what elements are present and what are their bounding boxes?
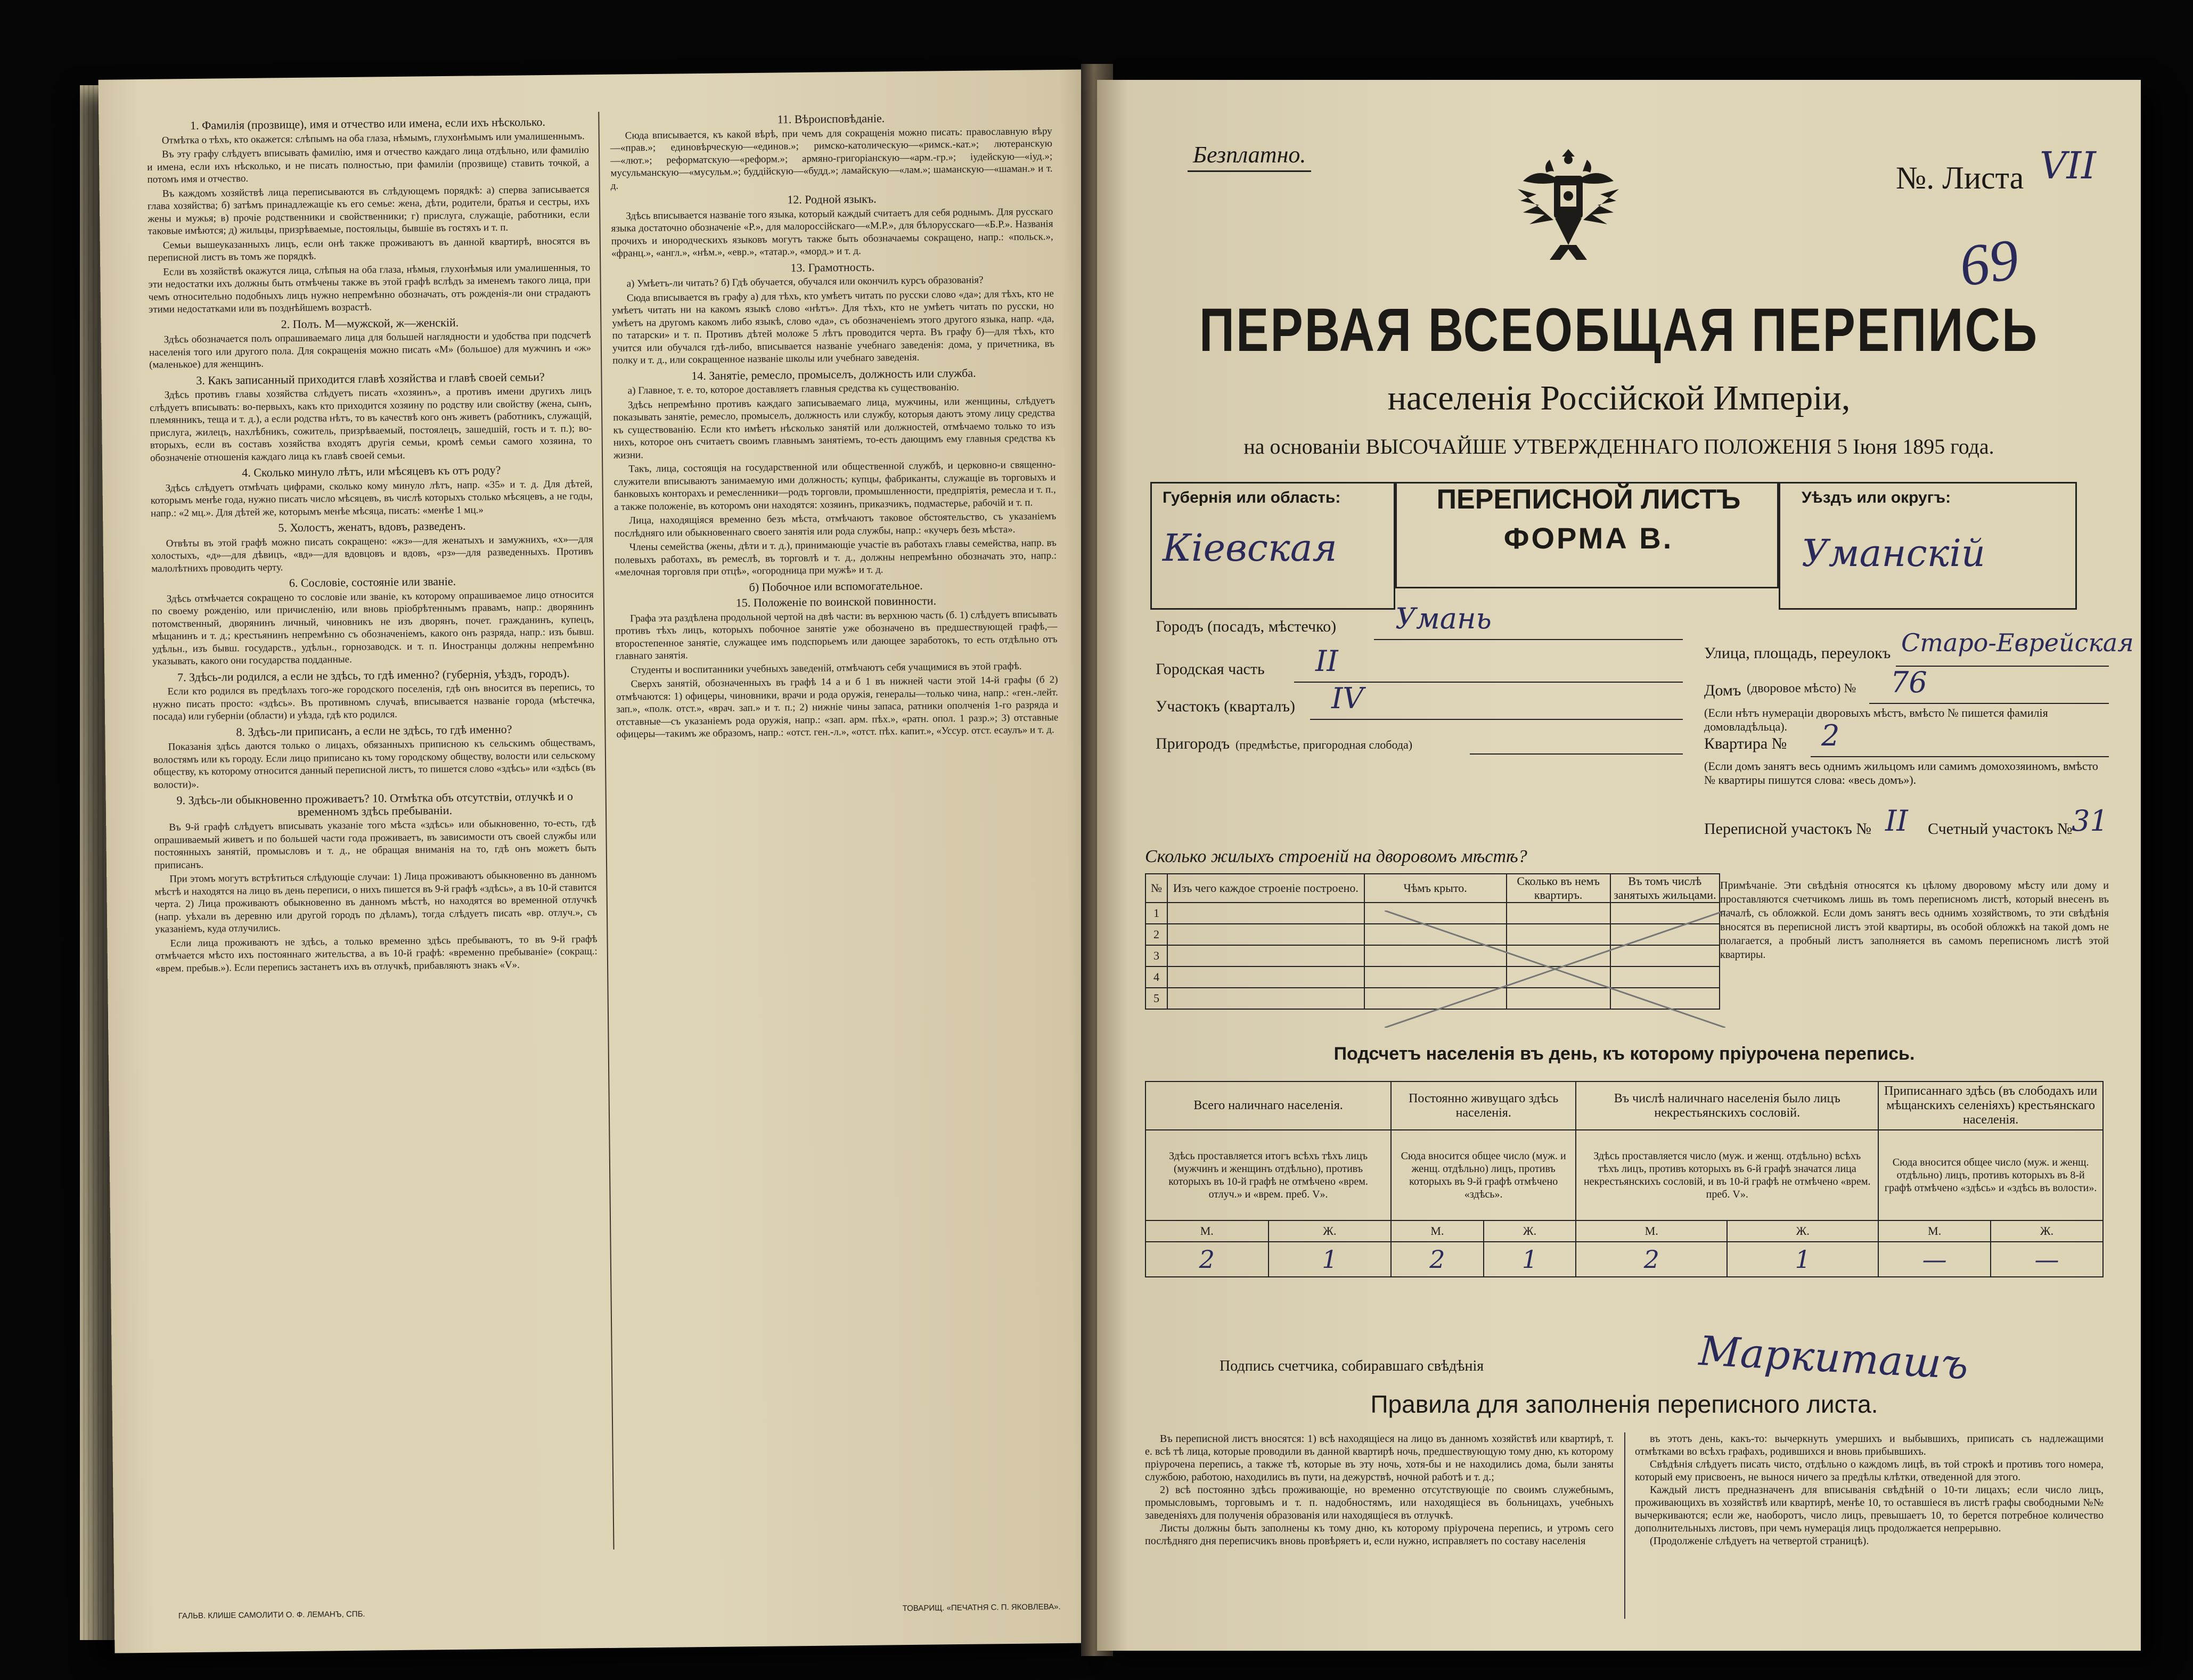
census-precinct-value: II (1885, 804, 1908, 838)
rules-paragraph: 2) всѣ постоянно здѣсь проживающіе, но временно отсутствующіе по своимъ служебнымъ, промысловымъ, торговымъ и т. п. надобностямъ, или находящіеся въ больницахъ, учебныхъ заведеніяхъ для полученія образованія или находящіеся въ отлучкѣ. (1145, 1484, 1614, 1521)
sheet-number-handwritten: VII (2040, 144, 2096, 187)
paragraph: Графа эта раздѣлена продольной чертой на двѣ части: въ верхнюю часть (б. 1) слѣдуетъ вписывать противъ тѣхъ лицъ, которыхъ побочное занятіе уже обозначено въ предшествующей графѣ,—второстепенное занятіе, служащее имъ подспорьемъ или дающее заработокъ, то есть отдѣльно отъ главнаго занятія. (615, 608, 1058, 662)
district-label: Уѣздъ или округъ: (1802, 489, 1951, 506)
paragraph: Отвѣты въ этой графѣ можно писать сокращено: «жз»—для женатыхъ и замужнихъ, «х»—для холостыхъ, «д»—для дѣвицъ, «вд»—для вдовцовъ и вдовъ, «рз»—для разведенныхъ. Противъ малолѣтнихъ проводить черту. (151, 533, 594, 575)
printer-credit-left: ГАЛЬВ. КЛИШЕ САМОЛИТИ О. Ф. ЛЕМАНЪ, СПБ. (178, 1609, 365, 1621)
province-value: Кіевская (1163, 526, 1337, 570)
paragraph: Если кто родился въ предѣлахъ того-же городского поселенія, гдѣ онъ вносится въ перепись, то нужно писать просто: «здѣсь». Въ противномъ случаѣ, вписывается названіе города (мѣстечка, посада) или губерніи (области) и уѣзда, гдѣ кто родился. (152, 682, 595, 723)
rules-paragraph: (Продолженіе слѣдуетъ на четвертой страницѣ). (1650, 1535, 1869, 1547)
non-peasant-female: 1 (1727, 1242, 1878, 1277)
section-heading: 6. Сословіе, состояніе или званіе. (289, 574, 456, 590)
section-heading: 3. Какъ записанный приходится главѣ хозяйства и главѣ своей семьи? (196, 370, 545, 387)
sex-label-male: М. (1878, 1220, 1991, 1242)
printer-credit-right: ТОВАРИЩ. «ПЕЧАТНЯ С. П. ЯКОВЛЕВА». (902, 1602, 1061, 1613)
rules-paragraph: Въ переписной листъ вносятся: 1) всѣ находящіеся на лицо въ данномъ хозяйствѣ или квартирѣ, т. е. всѣ тѣ лица, которые проводили въ данной квартирѣ ночь, предшествующую тому дню, къ которому пріурочена перепись, а также тѣ, которые въ эту ночь, хотя-бы и не находились дома, были заняты службою, работою, находились въ пути, на дежурствѣ, ночной работѣ и т. д.; (1145, 1433, 1614, 1483)
house-label: Домъ (1704, 682, 1741, 699)
paragraph: Отмѣтка о тѣхъ, кто окажется: слѣпымъ на оба глаза, нѣмымъ, глухонѣмымъ или умалишеннымъ. (161, 130, 585, 146)
permanent-male: 2 (1391, 1242, 1484, 1277)
precinct-value: IV (1331, 682, 1364, 715)
section-heading: 8. Здѣсь-ли приписанъ, а если не здѣсь, то гдѣ именно? (236, 722, 512, 739)
paragraph: Сюда вписывается въ графу а) для тѣхъ, кто умѣетъ читать по русски слово «да»; для тѣхъ, кто не умѣетъ читать ни на какомъ языкѣ слово «нѣтъ». Для тѣхъ, кто не умѣетъ читать по русски, но умѣетъ на другомъ какомъ либо языкѣ, слово «да», съ обозначеніемъ этого другого языка, напр. «да, по татарски» и т. п. Противъ дѣтей моложе 5 лѣтъ проводится черта. Въ графу б)—для тѣхъ, кто учится или обучался гдѣ-либо, вписывается названіе учебнаго заведенія: дома, у причетника, въ полку и т. д., или сокращенное названіе школы или учебнаго заведенія. (612, 288, 1054, 366)
city-value: Умань (1395, 602, 1492, 635)
rules-paragraph: Каждый листъ предназначенъ для вписыванія свѣдѣній о 10-ти лицахъ; если число лицъ, проживающихъ въ хозяйствѣ или квартирѣ, менѣе 10, то оставшіеся въ листѣ графы свободными №№ вычеркиваются; если же, наоборотъ, число лицъ, превышаетъ 10, то берется потребное количество дополнительныхъ листовъ, при чемъ нумерація лицъ продолжается непрерывно. (1635, 1484, 2104, 1534)
main-title: ПЕРВАЯ ВСЕОБЩАЯ ПЕРЕПИСЬ (1199, 296, 2039, 364)
registered-peasant-male: — (1878, 1242, 1991, 1277)
registered-peasant-female: — (1991, 1242, 2103, 1277)
suburb-label: Пригородъ (1156, 735, 1230, 752)
permanent-residents-description: Сюда вносится общее число (муж. и женщ. отдѣльно) лицъ, противъ которыхъ въ 9-й графѣ отмѣчено «здѣсь». (1391, 1130, 1576, 1220)
section-heading: 12. Родной языкъ. (787, 192, 877, 207)
registered-peasant-description: Сюда вносится общее число (муж. и женщ. отдѣльно) лицъ, противъ которыхъ въ 8-й графѣ отмѣчено «здѣсь» и «здѣсь въ волости». (1878, 1130, 2103, 1220)
paragraph: Въ эту графу слѣдуетъ вписывать фамилію, имя и отчество каждаго лица отдѣльно, или фамилію и имена, если ихъ нѣсколько, и не писать полностью, при фамиліи (прозвище) ставить точкой, а потомъ имя и отчество. (147, 144, 590, 185)
province-box (1150, 482, 1395, 610)
buildings-col-number: № (1145, 874, 1167, 903)
rules-column-b (1635, 1432, 2104, 1547)
population-sex-row (1145, 1220, 2103, 1242)
form-title: ПЕРЕПИСНОЙ ЛИСТЪ (1436, 484, 1741, 515)
paragraph: Если лица проживаютъ не здѣсь, а только временно здѣсь пребываютъ, то въ 9-й графѣ отмѣчается мѣсто ихъ постояннаго жительства, а въ 10-й графѣ: «временно пребываніе» (сокращ.: «врем. пребыв.»). Если перепись застанетъ ихъ въ отлучкѣ, прибавляютъ знакъ «V». (155, 933, 598, 974)
left-column-a (146, 112, 598, 977)
paragraph: Въ 9-й графѣ слѣдуетъ вписывать указаніе того мѣста «здѣсь» или обыкновенно, то-есть, гдѣ опрашиваемый живетъ и по большей части года проживаетъ, въ зависимости отъ своей службы или постоянныхъ занятій, промысловъ и т. д., не обращая вниманія на то, гдѣ онъ можетъ быть приписанъ. (154, 817, 596, 871)
house-note-2: (Если нѣтъ нумераціи дворовыхъ мѣстъ, вмѣсто № пишется фамилія домовладѣльца). (1704, 706, 2048, 733)
rules-column-a (1145, 1432, 1614, 1547)
buildings-col-apartments: Сколько въ немъ квартиръ. (1507, 874, 1610, 903)
counting-precinct-label: Счетный участокъ № (1928, 820, 2073, 838)
street-label: Улица, площадь, переулокъ (1704, 644, 1891, 662)
left-page (99, 69, 1106, 1653)
apartment-value: 2 (1821, 719, 1840, 752)
population-table (1145, 1081, 2104, 1277)
section-heading: б) Побочное или вспомогательное. (749, 578, 923, 594)
paragraph: Члены семейства (жены, дѣти и т. д.), принимающіе участіе въ работахъ главы семейства, напр. въ полевыхъ работахъ, въ ремеслѣ, въ торговлѣ и т. д., должны непремѣнно обозначать это, напр.: «мелочная торговля при отцѣ», «огородница при мужѣ» и т. д. (614, 537, 1057, 578)
sex-label-female: Ж. (1484, 1220, 1576, 1242)
street-line (1896, 666, 2109, 667)
paragraph: Здѣсь отмѣчается сокращено то сословіе или званіе, къ которому опрашиваемое лицо относится по своему рожденію, или причисленію, или вновь пріобрѣтеннымъ правамъ, напр.: дворянинъ потомственный, дворянинъ личный, чиновникъ не изъ дворянъ, почет. гражданинъ, купецъ, мѣщанинъ и т. д.; крестьянинъ непремѣнно съ обозначеніемъ, какого онъ разряда, напр.: изъ бывш. удѣльн., изъ бывш. государств., удѣльн., горнозаводск. и т. п. Иностранцы должны непремѣнно указывать, какого они государства подданные. (151, 588, 594, 667)
archive-page-number: 69 (1955, 226, 2023, 299)
signature-label: Подпись счетчика, собиравшаго свѣдѣнія (1220, 1358, 1484, 1374)
remark-note: Примѣчаніе. Эти свѣдѣнія относятся къ цѣлому дворовому мѣсту или дому и проставляются счетчикомъ лишь въ томъ переписномъ листѣ, который внесенъ въ началѣ, съ обложкой. Если домъ занятъ весь однимъ хозяйствомъ, то эти свѣдѣнія вносятся въ переписной листъ этой квартиры, въ особой обложкѣ на такой домъ не полагается, а пробный листъ заполняется въ самомъ переписномъ листѣ этой квартиры. (1720, 880, 2109, 961)
paragraph: Здѣсь противъ главы хозяйства слѣдуетъ писать «хозяинъ», а противъ имени другихъ лицъ слѣдуетъ вписывать: во-первыхъ, какъ кто приходится хозяину по родству или свойству (жена, сынъ, племянникъ, теща и т. д.), а если родства нѣтъ, то въ качествѣ кого онъ живетъ (работникъ, служащій, прислуга, жилецъ, нахлѣбникъ, сожитель, призрѣваемый, постоялецъ, зашедшій, гость и т. п.); во-вторыхъ, если въ составъ хозяйства входятъ другія семьи, кромѣ семьи самого хозяина, то обозначеніе отношенія каждаго лица къ главѣ своей семьи. (149, 385, 592, 464)
city-part-value: II (1315, 644, 1338, 678)
district-box (1779, 482, 2077, 610)
signature-handwritten: Маркиташъ (1698, 1326, 1970, 1389)
paragraph: Лица, находящіяся временно безъ мѣста, отмѣчаютъ таковое обстоятельство, съ указаніемъ послѣдняго или обыкновеннаго своего занятія или рода службы, напр.: «кучеръ безъ мѣста». (614, 511, 1057, 539)
row-number: 3 (1145, 945, 1167, 966)
buildings-col-occupied: Въ томъ числѣ занятыхъ жильцами. (1610, 874, 1720, 903)
rules-divider (1624, 1432, 1625, 1619)
buildings-crossout (1385, 911, 1725, 1028)
population-table-descriptions (1145, 1130, 2103, 1220)
sex-label-male: М. (1145, 1220, 1269, 1242)
paragraph: Здѣсь вписывается названіе того языка, который каждый считаетъ для себя роднымъ. Для русскаго языка достаточно обозначеніе «Р.», для малороссійскаго—«М.Р.», для бѣлорусскаго—«Б.Р.». Названія прочихъ и инородческихъ языковъ могутъ также быть обозначаемы сокращено, напр.: «польск.», «франц.», «англ.», «нѣм.», «евр.», «татар.», «морд.» и т. д. (611, 206, 1053, 259)
non-peasant-description: Здѣсь проставляется число (муж. и женщ. отдѣльно) всѣхъ тѣхъ лицъ, противъ которыхъ въ 6-й графѣ значатся лица некрестьянскихъ сословій, и въ 10-й графѣ не отмѣчено «врем. преб. V». (1576, 1130, 1878, 1220)
paragraph: Здѣсь непремѣнно противъ каждаго записываемаго лица, мужчины, или женщины, слѣдуетъ показывать занятіе, ремесло, промыселъ, должность или службу, которыя даютъ этому лицу средства къ существованію. Если кто имѣетъ нѣсколько занятій или должностей, отмѣчаемо только то изъ нихъ, которое онъ считаетъ своимъ главнымъ занятіемъ, то-есть дающимъ ему главныя средства къ жизни. (613, 395, 1055, 461)
form-title-box (1395, 482, 1779, 588)
counting-precinct-value: 31 (2072, 804, 2108, 838)
form-letter: ФОРМА В. (1503, 521, 1674, 555)
section-heading: 11. Вѣроисповѣданіе. (777, 111, 885, 126)
precinct-line (1310, 719, 1683, 720)
row-number: 4 (1145, 966, 1167, 988)
district-value: Уманскій (1802, 531, 1985, 575)
sex-label-female: Ж. (1727, 1220, 1878, 1242)
legal-basis-line: на основаніи ВЫСОЧАЙШЕ УТВЕРЖДЕННАГО ПОЛОЖЕНІЯ 5 Іюня 1895 года. (1243, 435, 1994, 458)
sheet-number-label: №. Листа (1896, 160, 2024, 195)
section-heading: 14. Занятіе, ремесло, промыселъ, должность или служба. (691, 366, 976, 382)
sex-label-male: М. (1576, 1220, 1727, 1242)
sub-title: населенія Россійской Имперіи, (1387, 379, 1851, 417)
population-count-heading: Подсчетъ населенія въ день, къ которому пріурочена перепись. (1333, 1044, 1915, 1064)
paragraph: Если въ хозяйствѣ окажутся лица, слѣпыя на оба глаза, нѣмыя, глухонѣмыя или умалишенныя, то эти недостатки ихъ должны быть отмѣчены также въ этой графѣ вслѣдъ за именемъ такого лица, при чемъ относительно подобныхъ лицъ нужно непремѣнно обозначать, отъ рожденія-ли они страдаютъ этими недостатками или въ позднѣйшемъ возрастѣ. (148, 261, 591, 315)
paragraph: а) Главное, т. е. то, которое доставляетъ главныя средства къ существованію. (627, 381, 959, 397)
province-label: Губернія или область: (1163, 489, 1341, 506)
row-number: 1 (1145, 903, 1167, 924)
right-page (1097, 80, 2141, 1651)
buildings-col-roof: Чѣмъ крыто. (1364, 874, 1507, 903)
rules-paragraph: въ этотъ день, какъ-то: вычеркнуть умершихъ и выбывшихъ, приписать съ надлежащими отмѣтками во всѣхъ графахъ, родившихся и вновь прибывшихъ. (1635, 1433, 2104, 1457)
city-label: Городъ (посадъ, мѣстечко) (1156, 618, 1337, 635)
free-label: Безплатно. (1188, 141, 1311, 172)
total-present-male: 2 (1145, 1242, 1269, 1277)
section-heading: 2. Полъ. М—мужской, ж—женскій. (281, 315, 459, 331)
rules-heading: Правила для заполненія переписного листа. (1370, 1390, 1878, 1418)
paragraph: Въ каждомъ хозяйствѣ лица переписываются въ слѣдующемъ порядкѣ: а) сперва записывается глава хозяйства; б) затѣмъ принадлежащіе къ его семье: жена, дѣти, родители, братья и сестры, ихъ жены и мужья; в) прочіе родственники и свойственники; г) прислуга, служащіе, работники, если таковые имѣются; д) жильцы, призрѣваемые, постояльцы, бывшіе въ гостяхъ и т. п. (147, 183, 590, 237)
city-line (1374, 639, 1683, 640)
section-heading: 4. Сколько минуло лѣтъ, или мѣсяцевъ къ отъ роду? (242, 463, 501, 480)
non-peasant-male: 2 (1576, 1242, 1727, 1277)
sex-label-female: Ж. (1269, 1220, 1392, 1242)
total-present-header: Всего наличнаго населенія. (1145, 1081, 1391, 1130)
left-column-b (610, 107, 1058, 742)
paragraph: Здѣсь обозначается полъ опрашиваемаго лица для большей наглядности и удобства при подсчетѣ населенія того или другого пола. Для сокращенія можно писать «М» (большое) для мужчинъ и «ж» (маленькое) для женщинъ. (149, 330, 592, 371)
buildings-col-material: Изъ чего каждое строеніе построено. (1167, 874, 1364, 903)
house-value: 76 (1891, 666, 1927, 699)
paragraph: Студенты и воспитанники учебныхъ заведеній, отмѣчаютъ себя учащимися въ этой графѣ. (631, 660, 1022, 676)
population-values-row (1145, 1242, 2103, 1277)
suburb-line (1470, 753, 1683, 755)
house-note: (дворовое мѣсто) № (1747, 682, 1856, 695)
sex-label-male: М. (1391, 1220, 1484, 1242)
census-precinct-label: Переписной участокъ № (1704, 820, 1871, 838)
sex-label-female: Ж. (1991, 1220, 2103, 1242)
paragraph: Такъ, лица, состоящія на государственной или общественной службѣ, и церковно-и священно-служители вписываютъ занимаемую ими должность; купцы, фабриканты, служащіе въ торговыхъ и банковыхъ конторахъ и ремесленники—родъ торговли, промышленности, предпріятія, ремесла и т. п., а также положеніе, въ которомъ они находятся: хозяинъ, приказчикъ, подмастерье, рабочій и т. п. (613, 459, 1056, 513)
buildings-question: Сколько жилыхъ строеній на дворовомъ мѣстѣ? (1145, 847, 1527, 866)
section-heading: 9. Здѣсь-ли обыкновенно проживаетъ? 10. Отмѣтка объ отсутствіи, отлучкѣ и о временномъ здѣсь пребываніи. (176, 789, 574, 818)
paragraph: Сверхъ занятій, обозначенныхъ въ графѣ 14 а и б 1 въ нижней части этой 14-й графы (б 2) отмѣчаются: 1) офицеры, чиновники, врачи и рода оружія, генералы—только чина, напр.: «ген.-лейт. зап.», «полк. отст.», «врач. зап.» и т. п.; 2) нижніе чины запаса, ратники ополченія 1-го разряда и отставные—съ указаніемъ рода оружія, напр.: «зап. арм. пѣх.», «ратн. опол. 1 разр.»; 3) отставные офицеры—такимъ же образомъ, напр.: «отст. ген.-л.», «отст. пѣх. капит.», «Уссур. отст. есаулъ» и т. д. (616, 674, 1059, 740)
total-present-description: Здѣсь проставляется итогъ всѣхъ тѣхъ лицъ (мужчинъ и женщинъ отдѣльно), противъ которыхъ въ 10-й графѣ не отмѣчено «врем. отлуч.» и «врем. преб. V». (1145, 1130, 1391, 1220)
double-headed-eagle-emblem (1512, 138, 1624, 266)
paragraph: При этомъ могутъ встрѣтиться слѣдующіе случаи: 1) Лица проживаютъ обыкновенно въ данномъ мѣстѣ и находятся на лицо въ день переписи, о нихъ пишется въ 9-й графѣ «здѣсь», а въ 10-й ставится черта. 2) Лица проживаютъ обыкновенно въ данномъ мѣстѣ, но находятся во временной отлучкѣ (напр. уѣхали въ деревню или другой городъ по дѣламъ), тогда слѣдуетъ писать «вр. отлуч.», съ указаніемъ, куда отлучились. (154, 869, 598, 935)
city-part-label: Городская часть (1156, 660, 1265, 678)
rules-paragraph: Свѣдѣнія слѣдуетъ писать чисто, отдѣльно о каждомъ лицѣ, въ той строкѣ и противъ того номера, который ему присвоенъ, не вынося ничего за предѣлы клѣтки, отведенной для этого. (1635, 1458, 2104, 1483)
section-heading: 1. Фамилія (прозвище), имя и отчество или имена, если ихъ нѣсколько. (190, 115, 546, 133)
paragraph: Сюда вписывается, къ какой вѣрѣ, при чемъ для сокращенія можно писать: православную вѣру—«прав.»; единовѣрческую—«единов.»; римско-католическую—«римск.-кат.»; лютеранскую—«лют.»; реформатскую—«реформ.»; армяно-григоріанскую—«арм.-гр.»; іудейскую—«іуд.»; мусульманскую—«мусульм.»; буддійскую—«будд.»; ламайскую—«лам.»; шаманскую—«шаман.» и т. д. (610, 125, 1053, 192)
row-number: 5 (1145, 988, 1167, 1009)
street-value: Старо-Еврейская (1901, 628, 2134, 657)
permanent-female: 1 (1484, 1242, 1576, 1277)
paragraph: а) Умѣетъ-ли читать? б) Гдѣ обучается, обучался или окончилъ курсъ образованія? (626, 274, 984, 290)
registered-peasant-header: Приписаннаго здѣсь (въ слободахъ или мѣщанскихъ селеніяхъ) крестьянскаго населенія. (1878, 1081, 2103, 1130)
house-line (1869, 703, 2109, 704)
section-heading: 5. Холостъ, женатъ, вдовъ, разведенъ. (278, 519, 466, 535)
permanent-residents-header: Постоянно живущаго здѣсь населенія. (1391, 1081, 1576, 1130)
precinct-label: Участокъ (кварталъ) (1156, 698, 1296, 715)
section-heading: 15. Положеніе по воинской повинности. (735, 594, 937, 610)
paragraph: Семьи вышеуказанныхъ лицъ, если онѣ также проживаютъ въ данной квартирѣ, вносятся въ переписной листъ въ томъ же порядкѣ. (148, 235, 590, 264)
rules-paragraph: Листы должны быть заполнены къ тому дню, къ которому пріурочена перепись, и утромъ сего послѣдняго дня переписчикъ вновь провѣряетъ и, если нужно, исправляетъ по составу населенія (1145, 1522, 1614, 1547)
buildings-table-header (1145, 874, 1720, 903)
total-present-female: 1 (1269, 1242, 1392, 1277)
suburb-note: (предмѣстье, пригородная слобода) (1235, 738, 1413, 751)
apartment-note: (Если домъ занятъ весь однимъ жильцомъ или самимъ домохозяиномъ, вмѣсто № квартиры пишутся слова: «весь домъ»). (1704, 759, 2098, 786)
paragraph: Показанія здѣсь даются только о лицахъ, обязанныхъ приписною къ сельскимъ обществамъ, волостямъ или къ городу. Если лицо приписано къ тому городскому обществу, волости или сельскому обществу, къ которому относится данный переписной листъ, то пишется слово «здѣсь» или «здѣсь (въ волости)». (153, 737, 596, 791)
apartment-label: Квартира № (1704, 735, 1787, 752)
paragraph: Здѣсь слѣдуетъ отмѣчать цифрами, сколько кому минуло лѣтъ, напр. «35» и т. д. Для дѣтей, которымъ менѣе года, нужно писать число мѣсяцевъ, въ числѣ которыхъ столько мѣсяцевъ, а не годы, напр.: «2 мц.». Для дѣтей же, которымъ менѣе мѣсяца, писать: «менѣе 1 мц.» (150, 478, 593, 519)
apartment-line (1811, 756, 2109, 757)
non-peasant-header: Въ числѣ наличнаго населенія было лицъ некрестьянскихъ сословій. (1576, 1081, 1878, 1130)
section-heading: 7. Здѣсь-ли родился, а если не здѣсь, то гдѣ именно? (губернія, уѣздъ, городъ). (177, 666, 570, 684)
row-number: 2 (1145, 924, 1167, 945)
population-table-header (1145, 1081, 2103, 1130)
section-heading: 13. Грамотность. (790, 260, 875, 274)
